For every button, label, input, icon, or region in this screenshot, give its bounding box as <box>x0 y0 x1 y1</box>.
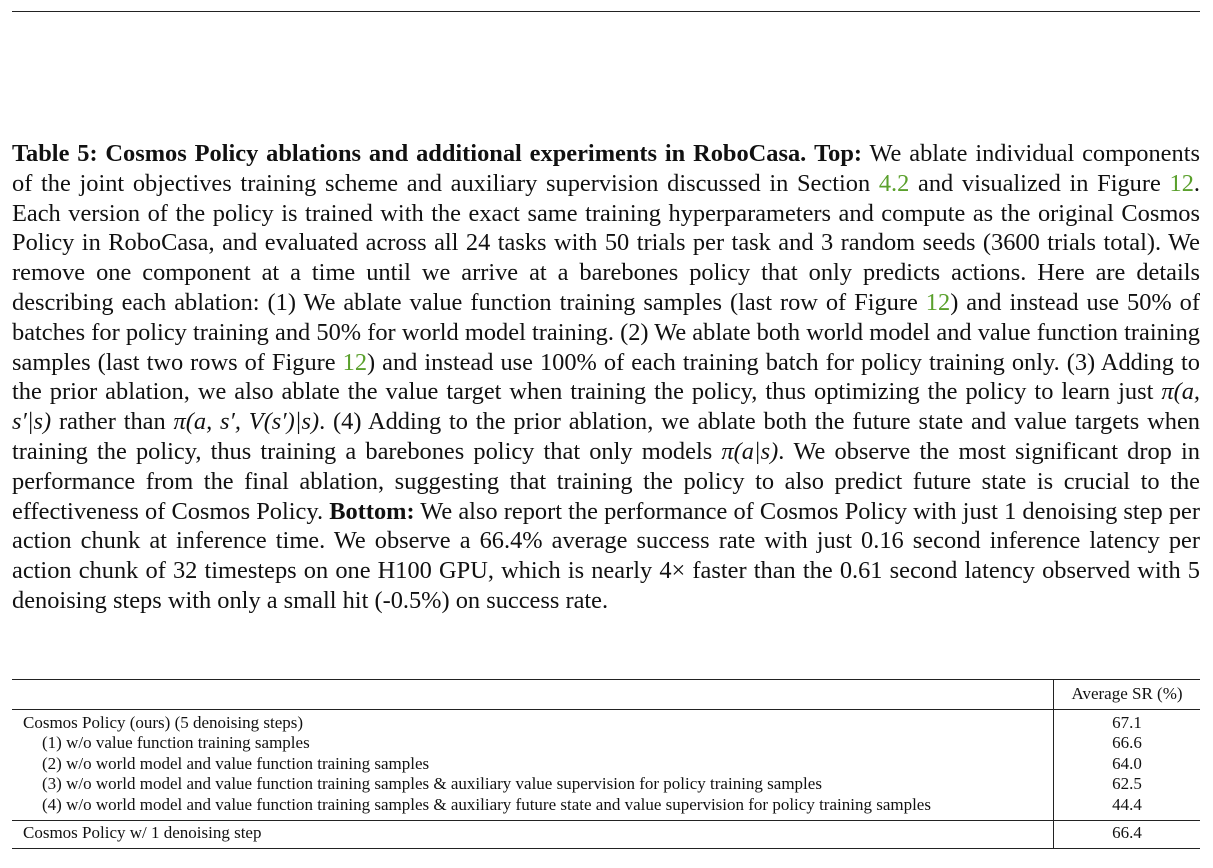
table-row <box>12 821 1200 849</box>
row-value: 66.6 <box>1054 733 1201 754</box>
table-row <box>12 774 1200 795</box>
page-top-rule <box>12 11 1200 12</box>
table-row <box>12 733 1200 754</box>
caption-text-9: We also report the performance of Cosmos Policy with just 1 denoising step per action chunk at inference time. We observe a 66.4% average success rate with just 0.16 second inference latency per action chunk of 32 timesteps on one H100 GPU, which is nearly 4× faster than the 0.61 second latency observed with 5 denoising steps with only a small hit (-0.5%) on success rate. <box>12 497 1200 614</box>
table-header-row <box>12 680 1200 710</box>
caption-text-7: . (4) Adding to the prior ablation, we ablate both the future state and value targets when training the policy, thus training a barebones policy that only models <box>12 408 1200 465</box>
caption-text-4: ) and instead use 50% of batches for policy training and 50% for world model training. (2) We ablate both world model and value function training samples (last two rows of Figure <box>12 288 1201 376</box>
caption-top-label: Top: <box>814 140 863 167</box>
row-label: (4) w/o world model and value function training samples & auxiliary future state and value supervision for policy training samples <box>42 794 931 814</box>
caption-bottom-label: Bottom: <box>329 497 415 525</box>
header-empty-cell <box>12 680 1054 710</box>
caption-text-3: . Each version of the policy is trained with the exact same training hyperparameters and compute as the original Cosmos Policy in RoboCasa, and evaluated across all 24 tasks with 50 trials per task and 3 random seeds (3600 trials total). We remove one component at a time until we arrive at a barebones policy that only predicts actions. Here are details describing each ablation: (1) We ablate value function training samples (last row of Figure <box>12 169 1200 316</box>
table-row <box>12 754 1200 775</box>
math-expression: π(a, s′|s) <box>12 378 1200 436</box>
row-label: (3) w/o world model and value function training samples & auxiliary value supervision for policy training samples <box>42 774 822 793</box>
row-label: Cosmos Policy (ours) (5 denoising steps) <box>12 709 1054 733</box>
caption-label: Table 5: Cosmos Policy ablations and additional experiments in RoboCasa. <box>12 140 807 167</box>
caption-text-2: and visualized in Figure <box>918 169 1161 197</box>
row-label: Cosmos Policy w/ 1 denoising step <box>12 821 1054 849</box>
table-row <box>12 795 1200 821</box>
row-label: (2) w/o world model and value function training samples <box>42 753 430 773</box>
math-expression: π(a, s′, V(s′)|s) <box>173 408 320 436</box>
caption-text-1: We ablate individual components of the joint objectives training scheme and auxiliary supervision discussed in Section <box>12 140 1200 197</box>
row-value: 67.1 <box>1054 709 1201 733</box>
figure-reference-link[interactable]: 12 <box>342 348 368 376</box>
section-reference-link[interactable]: 4.2 <box>878 169 910 197</box>
row-value: 62.5 <box>1054 774 1201 795</box>
caption-text-6: rather than <box>59 408 166 436</box>
row-value: 64.0 <box>1054 754 1201 775</box>
table-caption <box>12 139 1200 616</box>
row-value: 44.4 <box>1054 795 1201 821</box>
figure-reference-link[interactable]: 12 <box>925 288 951 316</box>
caption-text-8: . We observe the most significant drop in performance from the final ablation, suggesting that training the policy to also predict future state is crucial to the effectiveness of Cosmos Policy. <box>12 437 1200 525</box>
figure-reference-link[interactable]: 12 <box>1169 169 1194 197</box>
caption-text-5: ) and instead use 100% of each training batch for policy training only. (3) Adding to the prior ablation, we also ablate the value target when training the policy, thus optimizing the policy to learn just <box>12 348 1200 406</box>
table-row <box>12 709 1200 733</box>
math-expression: π(a|s) <box>721 437 779 465</box>
row-value: 66.4 <box>1054 821 1201 849</box>
column-header-average-sr: Average SR (%) <box>1054 680 1201 710</box>
row-label: (1) w/o value function training samples <box>42 733 310 752</box>
results-table <box>12 679 1200 849</box>
